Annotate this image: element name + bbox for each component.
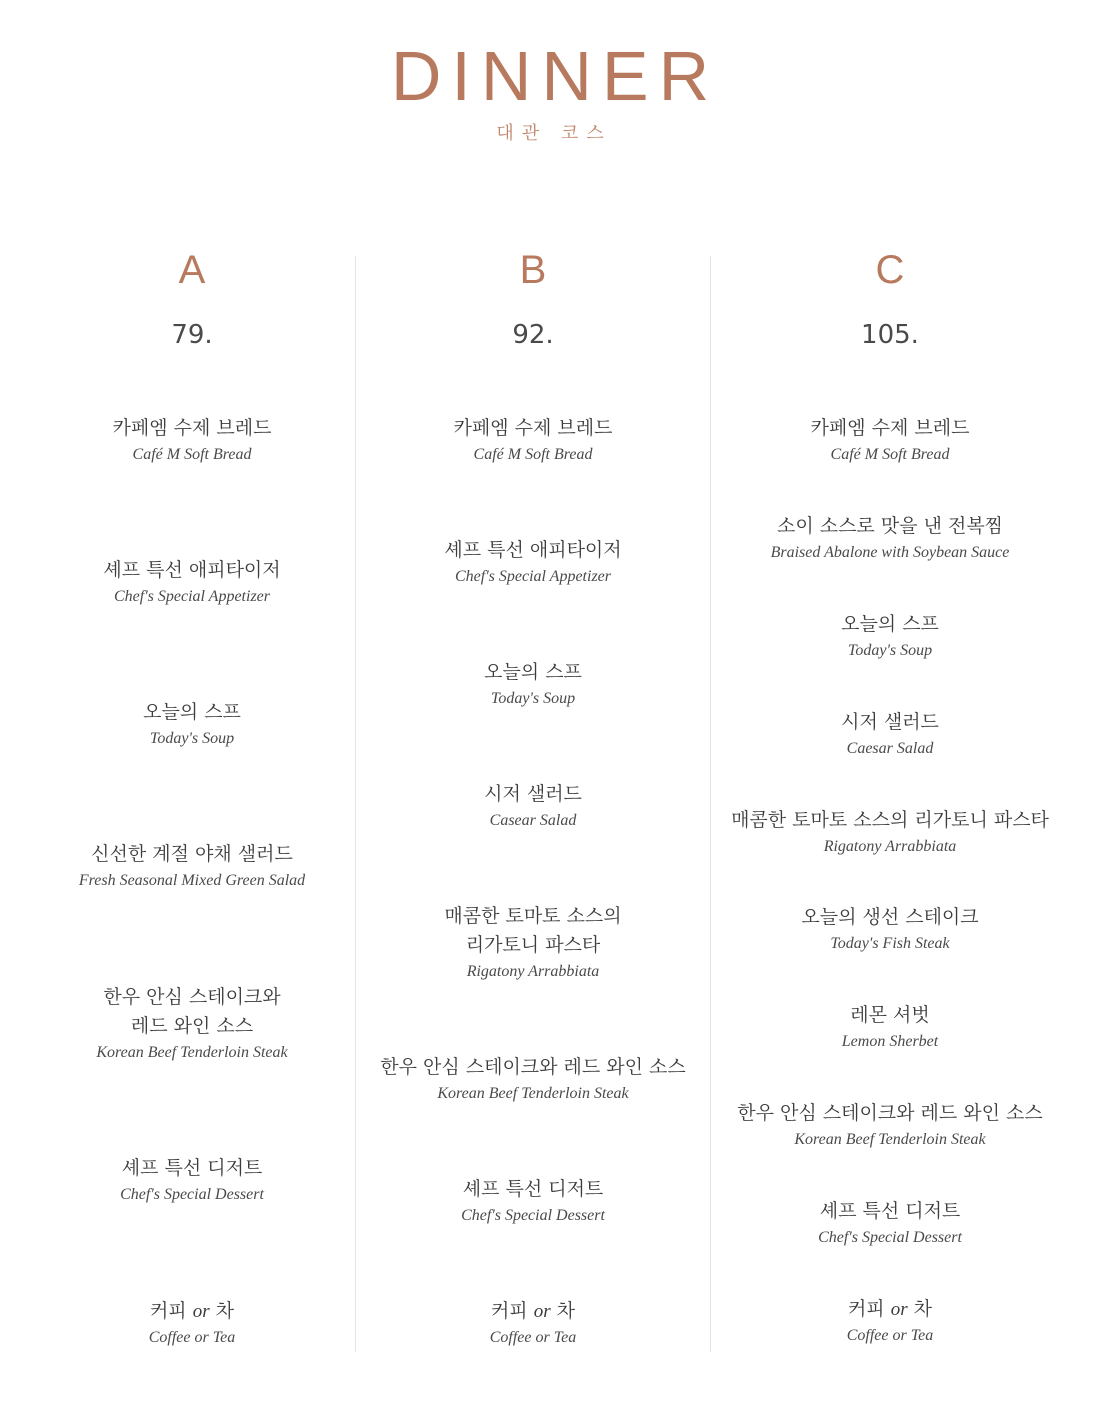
course-b-column — [357, 0, 709, 1401]
course-c-column — [712, 0, 1068, 1401]
dish-english-name: Coffee or Tea — [148, 1329, 236, 1346]
dish-english-name: Braised Abalone with Soybean Sauce — [770, 544, 1010, 561]
dish-item — [357, 1297, 709, 1350]
dish-item — [12, 414, 372, 467]
dish-english-name: Chef's Special Appetizer — [114, 588, 270, 605]
dish-item — [357, 658, 709, 711]
dish-english-name: Today's Soup — [490, 690, 576, 707]
dish-english-name: Korean Beef Tenderloin Steak — [794, 1131, 986, 1148]
dish-korean-name — [357, 1297, 709, 1326]
dish-korean-name: 시저 샐러드 — [484, 783, 582, 805]
dish-korean-name — [12, 1297, 372, 1326]
dish-english-name: Chef's Special Appetizer — [455, 568, 611, 585]
dish-item — [712, 1001, 1068, 1054]
dish-korean-name: 신선한 계절 야채 샐러드 — [91, 843, 293, 865]
dish-korean-name: 한우 안심 스테이크와 레드 와인 소스 — [380, 1056, 686, 1078]
dish-english-name: Chef's Special Dessert — [461, 1207, 605, 1224]
dish-item — [357, 1053, 709, 1106]
dish-item — [712, 512, 1068, 565]
dish-item — [12, 698, 372, 751]
course-price: 79. — [171, 320, 213, 350]
dish-item — [712, 1099, 1068, 1152]
dish-english-name: Chef's Special Dessert — [818, 1229, 962, 1246]
dish-korean-name: 오늘의 스프 — [484, 661, 582, 683]
dish-korean-name: 셰프 특선 디저트 — [121, 1157, 263, 1179]
dish-item — [712, 1295, 1068, 1348]
dish-korean-word: 커피 — [490, 1300, 528, 1322]
dish-item — [357, 536, 709, 589]
dish-item — [12, 840, 372, 893]
course-letter: C — [875, 248, 905, 292]
dish-english-name: Coffee or Tea — [489, 1329, 577, 1346]
column-divider — [710, 256, 711, 1352]
dish-korean-name: 셰프 특선 디저트 — [462, 1178, 604, 1200]
dish-english-name: Café M Soft Bread — [473, 446, 593, 463]
dish-korean-word: 커피 — [847, 1298, 885, 1320]
dish-korean-word: 차 — [913, 1298, 933, 1320]
dish-korean-name: 오늘의 스프 — [841, 613, 939, 635]
dish-korean-name — [712, 1295, 1068, 1324]
dish-english-name: Chef's Special Dessert — [120, 1186, 264, 1203]
dish-korean-word: 차 — [556, 1300, 576, 1322]
dish-or-word: or — [192, 1301, 210, 1322]
dish-item — [12, 983, 372, 1065]
dish-item — [712, 708, 1068, 761]
dish-english-name: Rigatony Arrabbiata — [466, 963, 600, 980]
dish-korean-name: 레몬 셔벗 — [850, 1004, 930, 1026]
dish-item — [12, 1154, 372, 1207]
dish-korean-name: 시저 샐러드 — [841, 711, 939, 733]
dish-korean-name: 셰프 특선 애피타이저 — [444, 539, 622, 561]
dish-item — [712, 903, 1068, 956]
course-letter: A — [178, 248, 206, 292]
dish-korean-name: 매콤한 토마토 소스의 리가토니 파스타 — [444, 905, 622, 956]
dish-korean-name: 한우 안심 스테이크와 레드 와인 소스 — [737, 1102, 1043, 1124]
dish-korean-name: 소이 소스로 맛을 낸 전복찜 — [776, 515, 1004, 537]
dish-korean-name: 셰프 특선 디저트 — [819, 1200, 961, 1222]
dish-item — [357, 414, 709, 467]
dish-item — [12, 556, 372, 609]
dish-item — [357, 780, 709, 833]
dish-english-name: Fresh Seasonal Mixed Green Salad — [78, 872, 306, 889]
dish-or-word: or — [533, 1301, 551, 1322]
dish-item — [357, 902, 709, 984]
dish-english-name: Lemon Sherbet — [841, 1033, 939, 1050]
dish-english-name: Rigatony Arrabbiata — [823, 838, 957, 855]
dish-english-name: Today's Soup — [149, 730, 235, 747]
dish-korean-name: 카페엠 수제 브레드 — [453, 417, 613, 439]
course-letter: B — [519, 248, 547, 292]
dish-english-name: Korean Beef Tenderloin Steak — [437, 1085, 629, 1102]
course-a-column — [12, 0, 372, 1401]
course-price: 105. — [861, 320, 919, 350]
dish-item — [712, 1197, 1068, 1250]
dish-english-name: Today's Fish Steak — [830, 935, 950, 952]
course-price: 92. — [512, 320, 554, 350]
dish-item — [12, 1297, 372, 1350]
dish-korean-name: 오늘의 생선 스테이크 — [801, 906, 979, 928]
dish-korean-name: 카페엠 수제 브레드 — [112, 417, 272, 439]
dish-english-name: Café M Soft Bread — [132, 446, 252, 463]
dish-english-name: Today's Soup — [847, 642, 933, 659]
dish-korean-name: 한우 안심 스테이크와 레드 와인 소스 — [103, 986, 281, 1037]
dish-korean-name: 셰프 특선 애피타이저 — [103, 559, 281, 581]
dish-item — [712, 414, 1068, 467]
menu-subtitle: 대관 코스 — [496, 123, 612, 144]
dish-item — [357, 1175, 709, 1228]
dish-english-name: Korean Beef Tenderloin Steak — [96, 1044, 288, 1061]
dish-korean-word: 커피 — [149, 1300, 187, 1322]
dish-english-name: Coffee or Tea — [846, 1327, 934, 1344]
dish-english-name: Café M Soft Bread — [830, 446, 950, 463]
dish-or-word: or — [890, 1299, 908, 1320]
dish-english-name: Caesar Salad — [846, 740, 934, 757]
dish-english-name: Casear Salad — [489, 812, 577, 829]
dish-korean-name: 매콤한 토마토 소스의 리가토니 파스타 — [731, 809, 1049, 831]
dish-item — [712, 610, 1068, 663]
menu-title: DINNER — [390, 37, 720, 115]
dish-korean-name: 카페엠 수제 브레드 — [810, 417, 970, 439]
dish-korean-name: 오늘의 스프 — [143, 701, 241, 723]
dish-korean-word: 차 — [215, 1300, 235, 1322]
dish-item — [712, 806, 1068, 859]
